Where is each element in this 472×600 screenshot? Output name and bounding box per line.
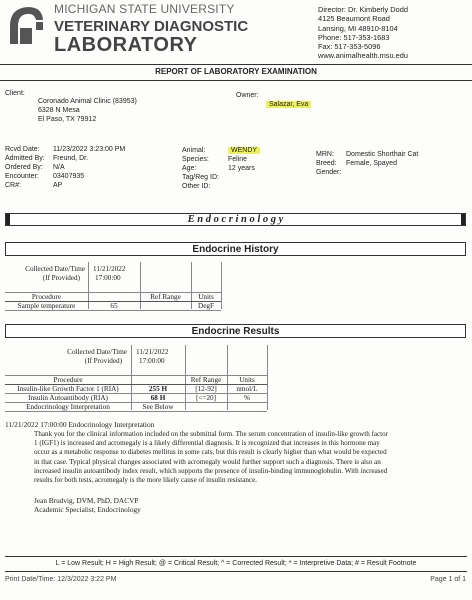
history-col-units: Units	[198, 293, 214, 301]
animal-label: Animal:	[182, 147, 206, 154]
interpretation-body	[34, 430, 468, 485]
results-col-ref: Ref Range	[190, 376, 222, 384]
divider	[0, 80, 472, 81]
history-procedure: Sample temperature	[17, 302, 76, 310]
accession-label: CR#:	[5, 182, 21, 189]
lab-name-line2: LABORATORY	[54, 34, 198, 56]
accession-value: 11/23/2022 3:23:00 PM	[53, 146, 126, 153]
results-value: 68 H	[150, 394, 166, 402]
client-address	[38, 97, 137, 124]
results-title-bar	[5, 324, 466, 338]
history-table	[5, 262, 225, 320]
accession-value: 03407935	[53, 173, 85, 180]
signer-name: Jean Brudvig, DVM, PhD, DACVP	[34, 496, 139, 505]
accession-label: Ordered By:	[5, 164, 43, 171]
history-hr	[5, 310, 221, 311]
mrn-labels	[316, 150, 341, 177]
history-collected-time: 17:00:00	[95, 274, 121, 282]
mrn-values	[346, 150, 418, 168]
history-if-provided: (If Provided)	[42, 274, 80, 282]
animal-label: Tag/Reg ID:	[182, 174, 219, 181]
animal-value: Feline	[228, 156, 248, 163]
history-title-bar	[5, 242, 466, 256]
owner-name: Salazar, Eva	[266, 101, 311, 108]
accession-value: AP	[53, 182, 63, 189]
result-legend: L = Low Result; H = High Result; @ = Critical Result; ^ = Corrected Result; * = Interpretive Data; # = Result Footnote	[55, 560, 417, 567]
animal-name-row	[228, 146, 260, 155]
contact-line: Lansing, MI 48910-8104	[318, 23, 398, 33]
history-col-procedure: Procedure	[31, 293, 62, 301]
divider	[0, 64, 472, 65]
signer-title: Academic Specialist, Endocrinology	[34, 505, 141, 514]
results-procedure: Endocrinology Interpretation	[26, 403, 110, 411]
results-divider	[267, 345, 268, 410]
contact-line: Director: Dr. Kimberly Dodd	[318, 5, 408, 14]
results-procedure: Insulin-like Growth Factor 1 (RIA)	[17, 385, 119, 393]
interpretation-heading: 11/21/2022 17:00:00 Endocrinology Interpretation	[5, 420, 155, 429]
animal-label: Age:	[182, 165, 197, 172]
history-value: 65	[110, 302, 118, 310]
banner-shade-right	[461, 214, 465, 225]
accession-values	[53, 145, 125, 190]
contact-line: Phone: 517-353-1683	[318, 32, 390, 42]
accession-labels	[5, 145, 45, 190]
results-units: %	[244, 394, 250, 402]
mrn-label: Breed:	[316, 160, 337, 167]
results-ref: [<=20]	[195, 394, 217, 402]
accession-label: Encounter:	[5, 173, 39, 180]
contact-line: Fax: 517-353-5096	[318, 42, 381, 52]
history-collected-date: 11/21/2022	[93, 265, 126, 273]
animal-label: Other ID:	[182, 183, 211, 190]
page-number: Page 1 of 1	[430, 576, 466, 583]
client-line: El Paso, TX 79912	[38, 116, 97, 123]
accession-label: Rcvd Date:	[5, 146, 40, 153]
history-title: Endocrine History	[192, 244, 279, 255]
interpretation-line: 1 (IGF1) is increased and acromegaly is a likely differential diagnosis. It is recognized that increases in this hormone may	[34, 439, 380, 448]
print-date: Print Date/Time: 12/3/2022 3:22 PM	[5, 576, 117, 583]
results-value: 255 H	[148, 385, 168, 393]
owner-label: Owner:	[236, 92, 259, 99]
results-ref: [12-92]	[195, 385, 217, 393]
interpretation-line: Thank you for the clinical information included on the submittal form. The serum concentration of insulin-like growth factor	[34, 430, 389, 438]
mrn-value: Female, Spayed	[346, 160, 397, 167]
contact-line: www.animalhealth.msu.edu	[318, 51, 408, 61]
results-collected-label: Collected Date/Time	[67, 348, 127, 356]
client-line: 6328 N Mesa	[38, 107, 80, 114]
signer-block	[34, 496, 141, 514]
history-units: DegF	[198, 302, 214, 310]
results-procedure: Insulin Autoantibody (RIA)	[28, 394, 108, 402]
interpretation-line: results for both tests, acromegaly is the more likely cause of insulin resistance.	[34, 476, 257, 485]
report-title: REPORT OF LABORATORY EXAMINATION	[155, 67, 317, 76]
mrn-label: Gender:	[316, 169, 342, 176]
mrn-value: Domestic Shorthair Cat	[346, 151, 419, 158]
university-name: MICHIGAN STATE UNIVERSITY	[54, 2, 235, 16]
lab-name-line1: VETERINARY DIAGNOSTIC	[54, 18, 249, 35]
mrn-label: MRN:	[316, 151, 334, 158]
interpretation-line: occur as a metabolic response to diabetes mellitus in some cats, but this result is clearly higher than what would be expected	[34, 448, 387, 457]
results-title: Endocrine Results	[191, 326, 280, 337]
accession-value: Freund, Dr.	[53, 155, 89, 162]
contact-line: 4125 Beaumont Road	[318, 14, 390, 24]
section-banner-title: E n d o c r i n o l o g y	[187, 214, 284, 225]
history-col-ref: Ref Range	[150, 293, 181, 301]
animal-name: WENDY	[228, 147, 260, 154]
divider	[5, 571, 467, 572]
divider	[5, 556, 467, 557]
client-label: Client:	[5, 90, 25, 97]
accession-value: N/A	[53, 164, 65, 171]
results-collected-date: 11/21/2022	[136, 348, 169, 356]
msu-spartan-logo	[6, 4, 46, 48]
history-collected-label: Collected Date/Time	[25, 265, 85, 273]
section-banner	[5, 213, 466, 226]
history-divider	[221, 262, 222, 309]
owner-value	[266, 100, 311, 109]
interpretation-line: increased insulin autoantibody index result, which supports the presence of insulin-binding immunoglobulin. With increased	[34, 466, 388, 475]
results-table	[5, 345, 290, 415]
results-value: See Below	[142, 403, 174, 411]
results-col-units: Units	[239, 376, 255, 384]
contact-block	[318, 5, 408, 61]
banner-shade-left	[6, 214, 10, 225]
interpretation-line: in that case. Typical physical changes associated with acromegaly would further support such a diagnosis. There is also an	[34, 457, 381, 466]
results-collected-time: 17:00:00	[139, 357, 165, 365]
client-line: Coronado Animal Clinic (83953)	[38, 98, 137, 105]
animal-value: 12 years	[228, 165, 255, 172]
animal-labels	[182, 146, 219, 191]
animal-label: Species:	[182, 156, 209, 163]
results-units: nmol/L	[236, 385, 258, 393]
accession-label: Admitted By:	[5, 155, 45, 162]
results-if-provided: (If Provided)	[84, 357, 122, 365]
results-hr	[5, 411, 267, 412]
animal-values	[228, 146, 260, 173]
results-col-procedure: Procedure	[53, 376, 83, 384]
